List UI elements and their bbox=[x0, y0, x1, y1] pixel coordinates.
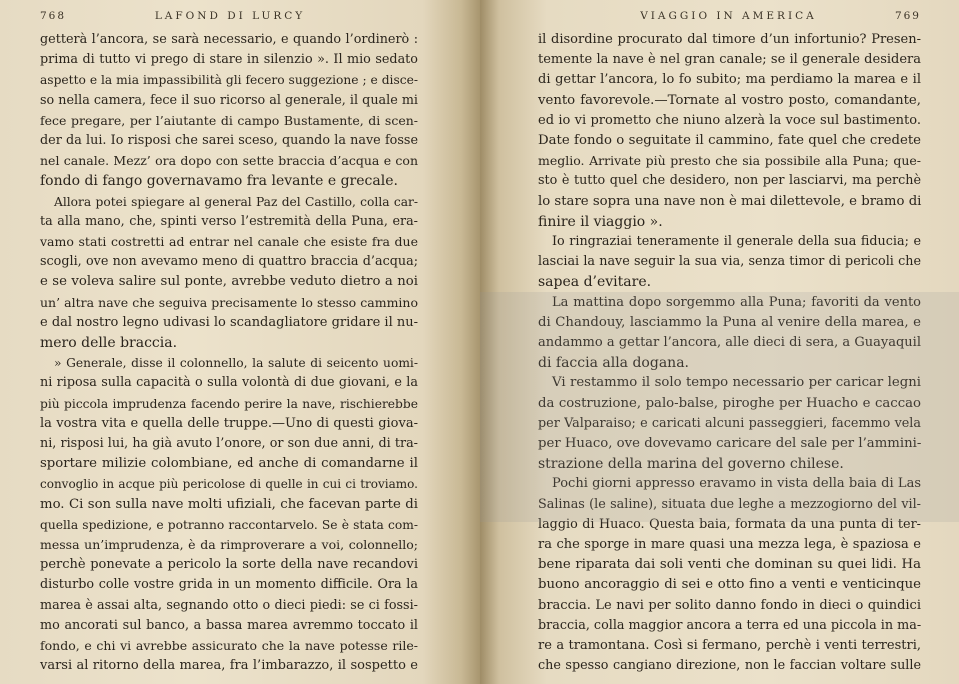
right-text-line: re a tramontana. Così si fermano, perchè i venti terrestri, bbox=[538, 638, 921, 654]
right-page-number: 769 bbox=[894, 10, 921, 22]
left-text-line: scogli, ove non avevamo meno di quattro braccia d’acqua; bbox=[40, 254, 418, 270]
left-page-number: 768 bbox=[40, 10, 67, 22]
left-text-line: ni riposa sulla capacità o sulla volontà di due giovani, e la bbox=[40, 375, 418, 391]
left-text-line: più piccola imprudenza facendo perire la nave, rischierebbe bbox=[40, 396, 418, 411]
left-text-line: mo. Ci son sulla nave molti ufiziali, che facevan parte di bbox=[40, 496, 418, 512]
right-text-line: Salinas (le saline), situata due leghe a mezzogiorno del vil- bbox=[538, 496, 921, 512]
left-text-line: marea è assai alta, segnando otto o dieci piedi: se ci fossi- bbox=[40, 597, 418, 613]
right-text-line: lasciai la nave seguir la sua via, senza timor di pericoli che bbox=[538, 254, 921, 270]
right-text-line: che spesso cangiano direzione, non le faccian voltare sulle bbox=[538, 658, 921, 674]
left-text-line: disturbo colle vostre grida in un momento difficile. Ora la bbox=[40, 577, 418, 593]
right-text-line: meglio. Arrivate più presto che sia possibile alla Puna; que- bbox=[538, 153, 921, 169]
right-text-line: per Valparaiso; e caricati alcuni passeggieri, facemmo vela bbox=[538, 415, 921, 431]
right-text-line: andammo a gettar l’ancora, alle dieci di sera, a Guayaquil bbox=[538, 335, 921, 351]
left-running-head bbox=[40, 10, 418, 30]
left-text-line: convoglio in acque più pericolose di quelle in cui ci troviamo. bbox=[40, 477, 418, 492]
right-running-title: VIAGGIO IN AMERICA bbox=[640, 10, 817, 22]
right-text-line: Vi restammo il solo tempo necessario per caricar legni bbox=[552, 375, 921, 391]
left-page-text bbox=[40, 30, 418, 677]
left-text-line: ta alla mano, che, spinti verso l’estremità della Puna, era- bbox=[40, 213, 418, 229]
left-text-line: prima di tutto vi prego di stare in silenzio ». Il mio sedato bbox=[40, 52, 418, 68]
right-text-line: da costruzione, palo-balse, piroghe per Huacho e caccao bbox=[538, 395, 921, 411]
right-text-line: vento favorevole.—Tornate al vostro posto, comandante, bbox=[538, 92, 921, 108]
right-text-line: Date fondo o seguitate il cammino, fate quel che credete bbox=[538, 133, 921, 149]
right-text-line: La mattina dopo sorgemmo alla Puna; favoriti da vento bbox=[552, 294, 921, 310]
right-text-line: braccia. Le navi per solito danno fondo in dieci o quindici bbox=[538, 597, 921, 613]
right-text-line: laggio di Huaco. Questa baia, formata da una punta di ter- bbox=[538, 516, 921, 532]
left-text-line: perchè ponevate a pericolo la sorte della nave recandovi bbox=[40, 557, 418, 573]
right-text-line: Io ringraziai teneramente il generale della sua fiducia; e bbox=[552, 234, 921, 250]
right-running-head bbox=[538, 10, 921, 30]
left-text-line: mero delle braccia. bbox=[40, 335, 178, 352]
left-text-line: so nella camera, fece il suo ricorso al generale, il quale mi bbox=[40, 92, 418, 108]
left-text-line: sportare milizie colombiane, ed anche di comandarne il bbox=[40, 456, 418, 472]
right-text-line: temente la nave è nel gran canale; se il generale desidera bbox=[538, 52, 921, 68]
left-running-title: LAFOND DI LURCY bbox=[154, 10, 306, 22]
right-text-line: sto è tutto quel che desidero, non per lasciarvi, ma perchè bbox=[538, 173, 921, 189]
right-text-line: braccia, colla maggior ancora a terra ed una piccola in ma- bbox=[538, 617, 922, 633]
left-text-line: mo ancorati sul banco, a bassa marea avremmo toccato il bbox=[40, 617, 418, 633]
left-text-line: ni, risposi lui, ha già avuto l’onore, or son due anni, di tra- bbox=[40, 436, 418, 452]
left-text-line: nel canale. Mezz’ ora dopo con sette braccia d’acqua e con bbox=[40, 153, 418, 169]
left-text-line: fondo di fango governavamo fra levante e grecale. bbox=[40, 173, 398, 190]
left-text-line: fondo, e chi vi avrebbe assicurato che la nave potesse rile- bbox=[40, 638, 418, 654]
scan-shade bbox=[480, 292, 959, 522]
left-text-line: varsi al ritorno della marea, fra l’imbarazzo, il sospetto e bbox=[40, 658, 418, 674]
right-text-line: sapea d’evitare. bbox=[538, 274, 652, 291]
left-text-line: Allora potei spiegare al general Paz del Castillo, colla car- bbox=[54, 194, 418, 209]
left-text-line: fece pregare, per l’aiutante di campo Bustamente, di scen- bbox=[40, 112, 418, 128]
right-text-line: di Chandouy, lasciammo la Puna al venire della marea, e bbox=[538, 314, 921, 330]
right-text-line: ed io vi prometto che niuno alzerà la voce sul bastimento. bbox=[538, 112, 921, 128]
left-text-line: quella spedizione, e potranno raccontarvelo. Se è stata com- bbox=[40, 517, 418, 532]
right-text-line: buono ancoraggio di sei e otto fino a venti e venticinque bbox=[538, 577, 921, 593]
right-text-line: di gettar l’ancora, lo fo subito; ma perdiamo la marea e il bbox=[538, 72, 921, 88]
left-text-line: der da lui. Io risposi che sarei sceso, quando la nave fosse bbox=[40, 133, 418, 149]
right-text-line: ra che sporge in mare quasi una mezza lega, è spaziosa e bbox=[538, 537, 921, 553]
left-text-line: e se voleva salire sul ponte, avrebbe veduto dietro a noi bbox=[40, 274, 418, 290]
left-text-line: aspetto e la mia impassibilità gli fecero suggezione ; e disce- bbox=[40, 73, 418, 88]
right-text-line: strazione della marina del governo chilese. bbox=[538, 456, 844, 473]
left-text-line: » Generale, disse il colonnello, la salute di seicento uomi- bbox=[54, 356, 418, 371]
left-text-line: vamo stati costretti ad entrar nel canale che esiste fra due bbox=[40, 234, 418, 250]
left-text-line: la vostra vita e quella delle truppe.—Uno di questi giova- bbox=[40, 415, 418, 431]
left-text-line: messa un’imprudenza, è da rimproverare a voi, colonnello; bbox=[40, 537, 418, 553]
left-text-line: getterà l’ancora, se sarà necessario, e quando l’ordinerò : bbox=[40, 32, 418, 47]
right-text-line: Pochi giorni appresso eravamo in vista della baia di Las bbox=[552, 476, 921, 492]
right-text-line: bene riparata dai soli venti che dominan su quei lidi. Ha bbox=[538, 557, 921, 573]
right-text-line: finire il viaggio ». bbox=[538, 213, 663, 230]
right-text-line: di faccia alla dogana. bbox=[538, 355, 689, 372]
right-text-line: per Huaco, ove dovevamo caricare del sale per l’ammini- bbox=[538, 436, 922, 452]
left-text-line: un’ altra nave che seguiva precisamente lo stesso cammino bbox=[40, 294, 418, 310]
right-text-line: il disordine procurato dal timore d’un infortunio? Presen- bbox=[538, 32, 921, 47]
left-text-line: e dal nostro legno udivasi lo scandagliatore gridare il nu- bbox=[40, 314, 419, 330]
right-page bbox=[480, 0, 959, 684]
right-text-line: lo stare sopra una nave non è mai dilettevole, e bramo di bbox=[538, 193, 922, 209]
